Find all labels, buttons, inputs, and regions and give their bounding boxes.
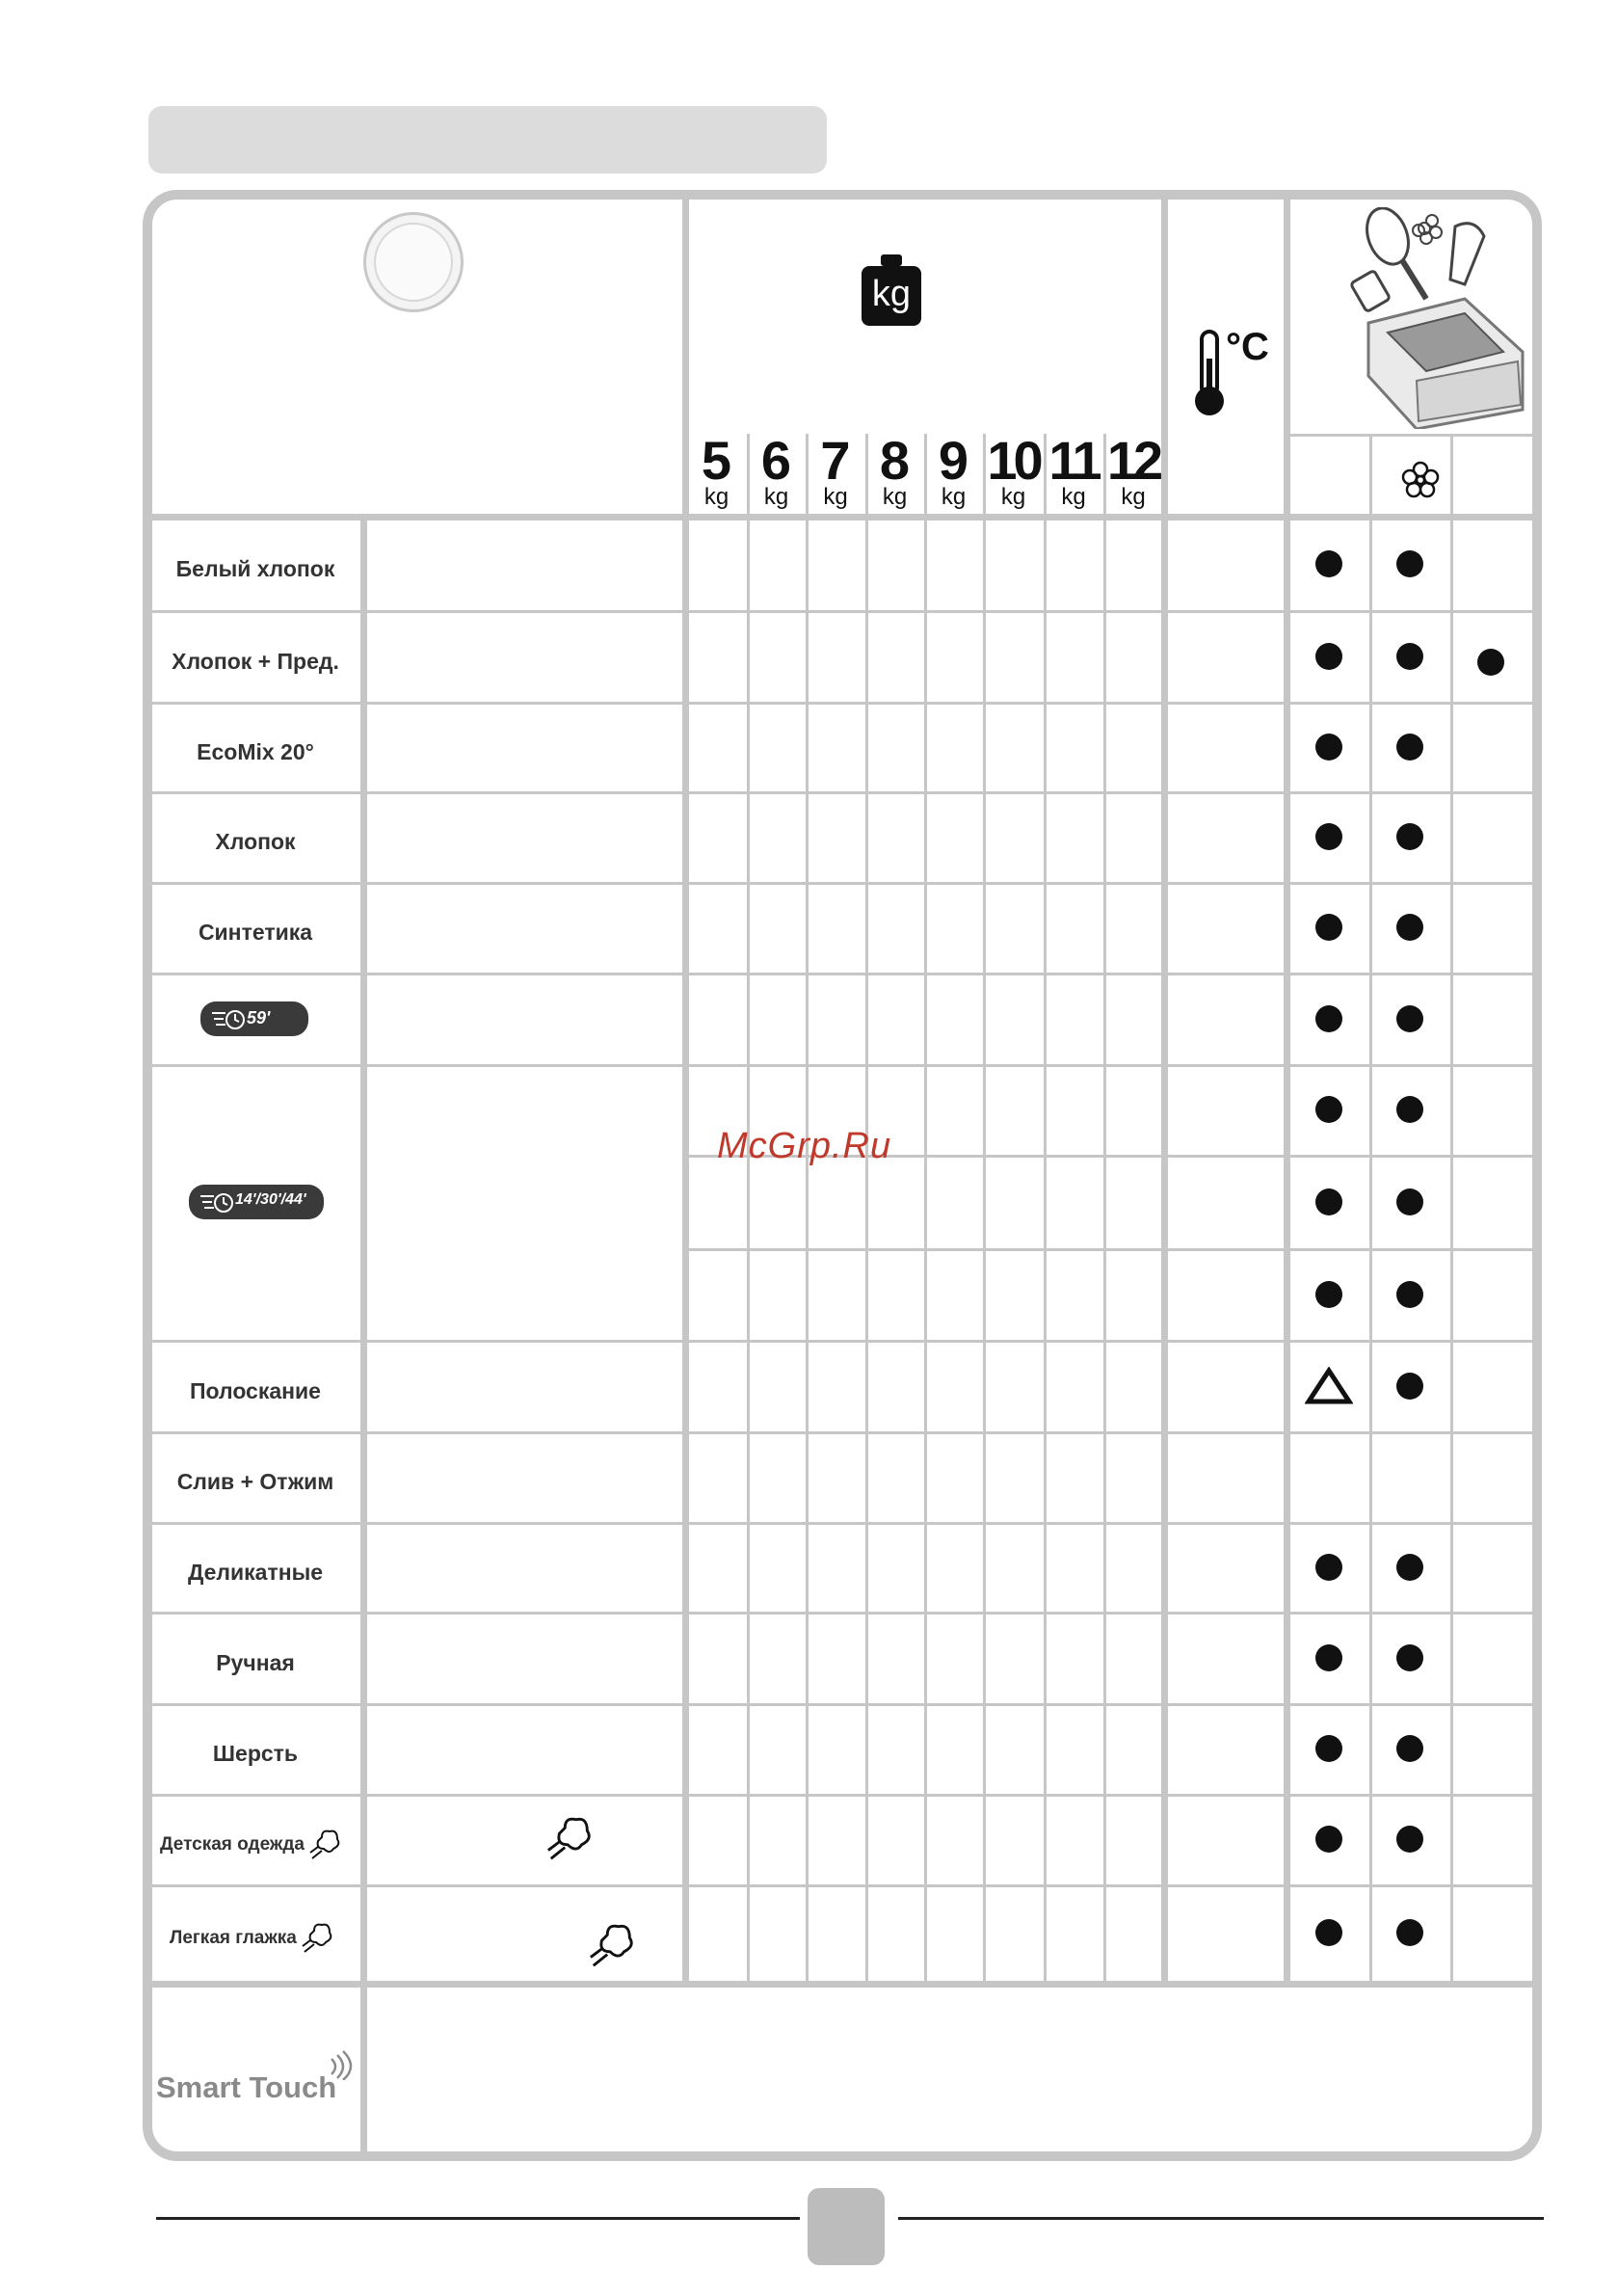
dot-mark xyxy=(1477,649,1504,676)
section-title-bar xyxy=(148,106,827,174)
row-divider xyxy=(152,1522,1532,1525)
triangle-mark xyxy=(1305,1367,1353,1409)
dot-mark xyxy=(1315,823,1342,850)
load-weight-unit: kg xyxy=(882,484,908,510)
detergent-subcolumn-divider xyxy=(1369,434,1372,1981)
detergent-drawer-icon xyxy=(1349,207,1532,429)
load-weight-number: 10 xyxy=(987,430,1040,491)
load-weight-number: 6 xyxy=(760,430,792,491)
dot-mark xyxy=(1396,914,1423,941)
footer-rule-left xyxy=(156,2217,800,2220)
load-weight-unit: kg xyxy=(1121,484,1146,510)
steam-icon xyxy=(588,1921,638,1975)
quick-wash-icon xyxy=(200,1001,308,1036)
dot-mark xyxy=(1396,1005,1423,1032)
program-label: Ручная xyxy=(216,1649,295,1675)
program-label: Деликатные xyxy=(187,1559,324,1585)
load-weight-unit: kg xyxy=(1061,484,1086,510)
footer-rule-right xyxy=(898,2217,1544,2220)
dot-mark xyxy=(1315,550,1342,577)
row-divider xyxy=(686,1248,1532,1251)
load-weight-number: 12 xyxy=(1106,430,1160,491)
temperature-label: °C xyxy=(1226,326,1269,368)
dot-mark xyxy=(1315,1281,1342,1308)
row-divider xyxy=(152,973,1532,975)
row-divider xyxy=(152,791,1532,794)
dot-mark xyxy=(1396,734,1423,761)
temperature-icon xyxy=(1191,326,1278,418)
row-divider xyxy=(152,702,1532,705)
program-label: 14'/30'/44' xyxy=(235,1191,306,1208)
quick-wash-icon xyxy=(189,1185,324,1219)
load-weight-unit: kg xyxy=(763,484,789,510)
dot-mark xyxy=(1315,1735,1342,1762)
weight-column-divider xyxy=(806,434,809,1981)
load-weight-unit: kg xyxy=(823,484,848,510)
steam-icon xyxy=(297,1928,335,1948)
dot-mark xyxy=(1396,550,1423,577)
load-weight-unit: kg xyxy=(703,484,729,510)
row-divider xyxy=(152,1064,1532,1067)
nfc-signal-icon xyxy=(326,2047,358,2080)
row-divider xyxy=(152,1431,1532,1434)
major-column-divider xyxy=(1284,200,1290,1981)
dot-mark xyxy=(1396,823,1423,850)
program-label: Легкая глажка xyxy=(170,1921,376,1956)
load-weight-number: 5 xyxy=(701,430,732,491)
row-divider xyxy=(152,610,1532,613)
program-label: Полоскание xyxy=(190,1377,321,1403)
dot-mark xyxy=(1396,1919,1423,1946)
header-divider xyxy=(152,514,1532,521)
row-divider xyxy=(152,1612,1532,1615)
load-weight-unit: kg xyxy=(1000,484,1026,510)
load-weight-number: 7 xyxy=(820,430,851,491)
dot-mark xyxy=(1315,643,1342,670)
dot-mark xyxy=(1396,1735,1423,1762)
watermark: McGrp.Ru xyxy=(717,1126,892,1166)
dot-mark xyxy=(1315,1919,1342,1946)
steam-icon xyxy=(305,1834,343,1855)
dot-mark xyxy=(1396,1644,1423,1671)
program-label: 59' xyxy=(247,1007,271,1028)
load-weight-number: 11 xyxy=(1048,430,1099,491)
dot-mark xyxy=(1315,1005,1342,1032)
weight-kg-icon-text: kg xyxy=(871,274,912,314)
weight-column-divider xyxy=(1103,434,1106,1981)
detergent-subheader-divider xyxy=(1286,434,1532,437)
weight-column-divider xyxy=(747,434,750,1981)
dot-mark xyxy=(1315,1554,1342,1581)
program-label: Синтетика xyxy=(198,920,313,945)
program-label: Хлопок xyxy=(215,829,296,854)
program-dial-icon xyxy=(363,212,464,312)
load-weight-number: 9 xyxy=(938,430,969,491)
table-bottom-divider xyxy=(152,1981,1532,1988)
row-divider xyxy=(152,1703,1532,1706)
major-column-divider xyxy=(1161,200,1168,1981)
major-column-divider xyxy=(682,200,689,1981)
dot-mark xyxy=(1315,1188,1342,1215)
dot-mark xyxy=(1396,1096,1423,1123)
weight-column-divider xyxy=(983,434,986,1981)
program-label: Шерсть xyxy=(212,1741,299,1766)
weight-kg-icon xyxy=(860,253,923,328)
program-label: Хлопок + Пред. xyxy=(172,648,339,674)
dot-mark xyxy=(1315,1096,1342,1123)
page-number-box xyxy=(808,2188,885,2265)
load-weight-unit: kg xyxy=(941,484,967,510)
row-divider xyxy=(152,1794,1532,1797)
label-column-divider xyxy=(360,514,367,2151)
dot-mark xyxy=(1315,1826,1342,1853)
weight-column-divider xyxy=(865,434,868,1981)
program-label: Детская одежда xyxy=(160,1828,366,1862)
program-label: EcoMix 20° xyxy=(197,738,314,764)
program-label: Слив + Отжим xyxy=(176,1469,334,1494)
dot-mark xyxy=(1315,734,1342,761)
dot-mark xyxy=(1396,1373,1423,1400)
detergent-subcolumn-divider xyxy=(1450,434,1453,1981)
smart-touch-label: Smart Touch xyxy=(156,2070,336,2105)
dot-mark xyxy=(1396,1188,1423,1215)
steam-icon xyxy=(545,1814,596,1868)
weight-column-divider xyxy=(1044,434,1047,1981)
softener-flower-icon xyxy=(1401,461,1440,499)
row-divider xyxy=(152,1884,1532,1887)
dot-mark xyxy=(1396,1281,1423,1308)
load-weight-number: 8 xyxy=(879,430,911,491)
dot-mark xyxy=(1315,1644,1342,1671)
dot-mark xyxy=(1396,1826,1423,1853)
row-divider xyxy=(152,1340,1532,1343)
dot-mark xyxy=(1396,643,1423,670)
weight-column-divider xyxy=(924,434,927,1981)
program-label: Белый хлопок xyxy=(175,555,335,581)
dot-mark xyxy=(1315,914,1342,941)
row-divider xyxy=(152,882,1532,885)
dot-mark xyxy=(1396,1554,1423,1581)
